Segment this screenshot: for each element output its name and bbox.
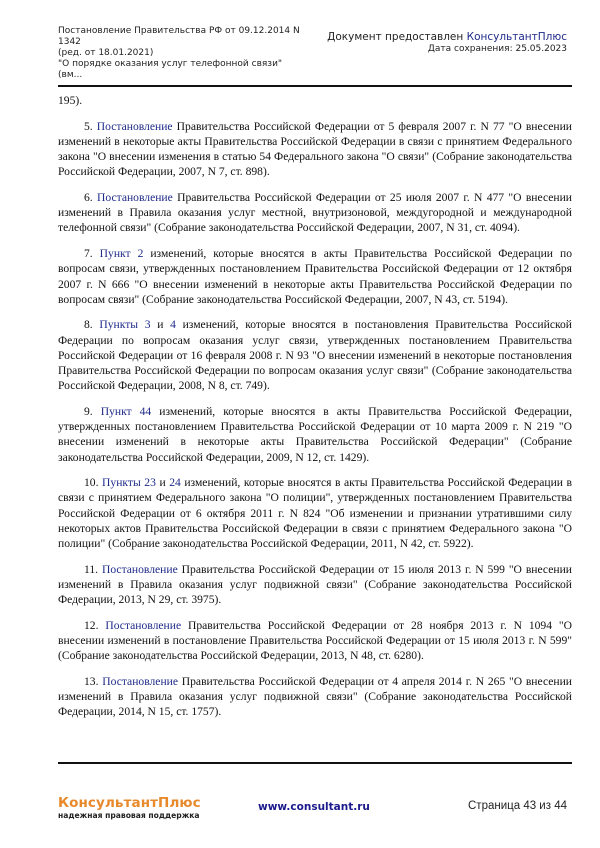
item-text: изменений, которые вносятся в постановления Правительства Российской Федерации по вопросам оказания услуг связи, утвержденных постановлением Правительства Российской Федерации от 16 февраля 2008 г. N 93 "О внесении изменений в некоторые постановления Правительства Российской Федерации по вопросам оказания услуг связи" (Собрание законодательства Российской Федерации, 2008, N 8, ст. 749). [58,318,573,393]
continuation-text: 195). [58,94,83,107]
list-item [58,317,572,393]
reference-link[interactable]: Постановление [96,119,173,133]
item-number: 12. [84,618,106,632]
doc-title-line: (вм... [58,70,83,80]
reference-link[interactable]: Постановление [97,191,173,205]
reference-link[interactable]: 24 [169,476,181,490]
reference-link[interactable]: Постановление [101,562,178,576]
reference-link[interactable]: Пункт 44 [100,404,152,418]
item-text: изменений, которые вносятся в акты Правительства Российской Федерации в связи с принятием Федерального закона "О полиции", утвержденных постановлением Правительства Российской Федерации от 6 октября 2011 г. N 824 "Об изменении и признании утратившими силу некоторых актов Правительства Российской Федерации в связи с принятием Федерального закона "О полиции" (Собрание законодательства Российской Федерации, 2011, N 42, ст. 5922). [58,476,573,551]
consultant-logo [58,795,201,821]
item-text: Правительства Российской Федерации от 4 апреля 2014 г. N 265 "О внесении изменений в Правила оказания услуг подвижной связи" (Собрание законодательства Российской Федерации, 2014, N 15, ст. 1757). [58,675,572,719]
logo-tagline: надежная правовая поддержка [58,811,200,820]
item-text: и [155,476,170,490]
document-body [58,93,572,730]
provider-brand-link[interactable]: КонсультантПлюс [466,31,567,43]
reference-link[interactable]: Постановление [102,675,179,688]
item-text: Правительства Российской Федерации от 28 ноября 2013 г. N 1094 "О внесении изменений в постановление Правительства Российской Федерации от 15 июля 2013 г. N 599" (Собрание законодательства Российской Федерации, 2013, N 48, ст. 6280). [58,618,572,663]
item-text: Правительства Российской Федерации от 25 июля 2007 г. N 477 "О внесении изменений в Правила оказания услуг местной, внутризоновой, междугородной и международной телефонной связи" (Собрание законодательства Российской Федерации, 2007, N 31, ст. 4094). [58,191,572,235]
item-text: Правительства Российской Федерации от 15 июля 2013 г. N 599 "О внесении изменений в Правила оказания услуг подвижной связи" (Собрание законодательства Российской Федерации, 2013, N 29, ст. 3975). [58,562,572,607]
item-number: 11. [84,562,102,576]
website-link[interactable]: www.consultant.ru [258,801,370,813]
list-item [58,562,572,608]
page-number: Страница 43 из 44 [468,800,567,812]
doc-title-line: "О порядке оказания услуг телефонной связи" [58,59,283,69]
list-item [58,119,572,180]
list-item [58,246,572,307]
doc-title-line: Постановление Правительства РФ от 09.12.2014 N 1342 [58,26,300,47]
item-text: изменений, которые вносятся в акты Правительства Российской Федерации, утвержденных постановлением Правительства Российской Федерации от 10 марта 2009 г. N 219 "О внесении изменений в некоторые акты Правительства Российской Федерации" (Собрание законодательства Российской Федерации, 2009, N 12, ст. 1429). [58,404,572,464]
reference-link[interactable]: Пункты 23 [102,476,156,490]
provided-by-prefix: Документ предоставлен [327,31,467,43]
list-item [58,404,572,465]
provider-info [327,31,567,55]
item-number: 8. [84,318,100,332]
item-text: изменений, которые вносятся в акты Правительства Российской Федерации по вопросам связи, утвержденных постановлением Правительства Российской Федерации от 12 октября 2007 г. N 666 "О внесении изменений в некоторые акты Правительства Российской Федерации по вопросам связи" (Собрание законодательства Российской Федерации, 2007, N 43, ст. 5194). [58,247,572,306]
list-item [58,475,572,551]
document-title [58,26,318,81]
reference-link[interactable]: Постановление [105,618,182,632]
reference-link[interactable]: 4 [170,318,176,332]
item-number: 6. [84,191,98,205]
list-item [58,190,572,236]
provided-by [327,31,567,44]
footer-divider [58,762,572,764]
item-text: и [150,318,171,332]
saved-date: Дата сохранения: 25.05.2023 [427,44,567,54]
item-text: Правительства Российской Федерации от 5 февраля 2007 г. N 77 "О внесении изменений в некоторые акты Правительства Российской Федерации в связи с принятием Федерального закона "О внесении изменения в статью 54 Федерального закона "О связи" (Собрание законодательства Российской Федерации, 2007, N 7, ст. 898). [58,119,572,179]
header-divider [58,85,572,87]
logo-name: КонсультантПлюс [58,795,201,811]
item-number: 5. [84,119,97,133]
item-number: 9. [84,404,101,418]
reference-link[interactable]: Пункт 2 [99,247,144,261]
list-item [58,618,572,664]
item-number: 13. [84,675,103,688]
item-number: 7. [84,247,100,261]
reference-link[interactable]: Пункты 3 [99,318,151,332]
doc-title-line: (ред. от 18.01.2021) [58,48,154,58]
item-number: 10. [84,476,103,490]
list-item [58,674,572,720]
